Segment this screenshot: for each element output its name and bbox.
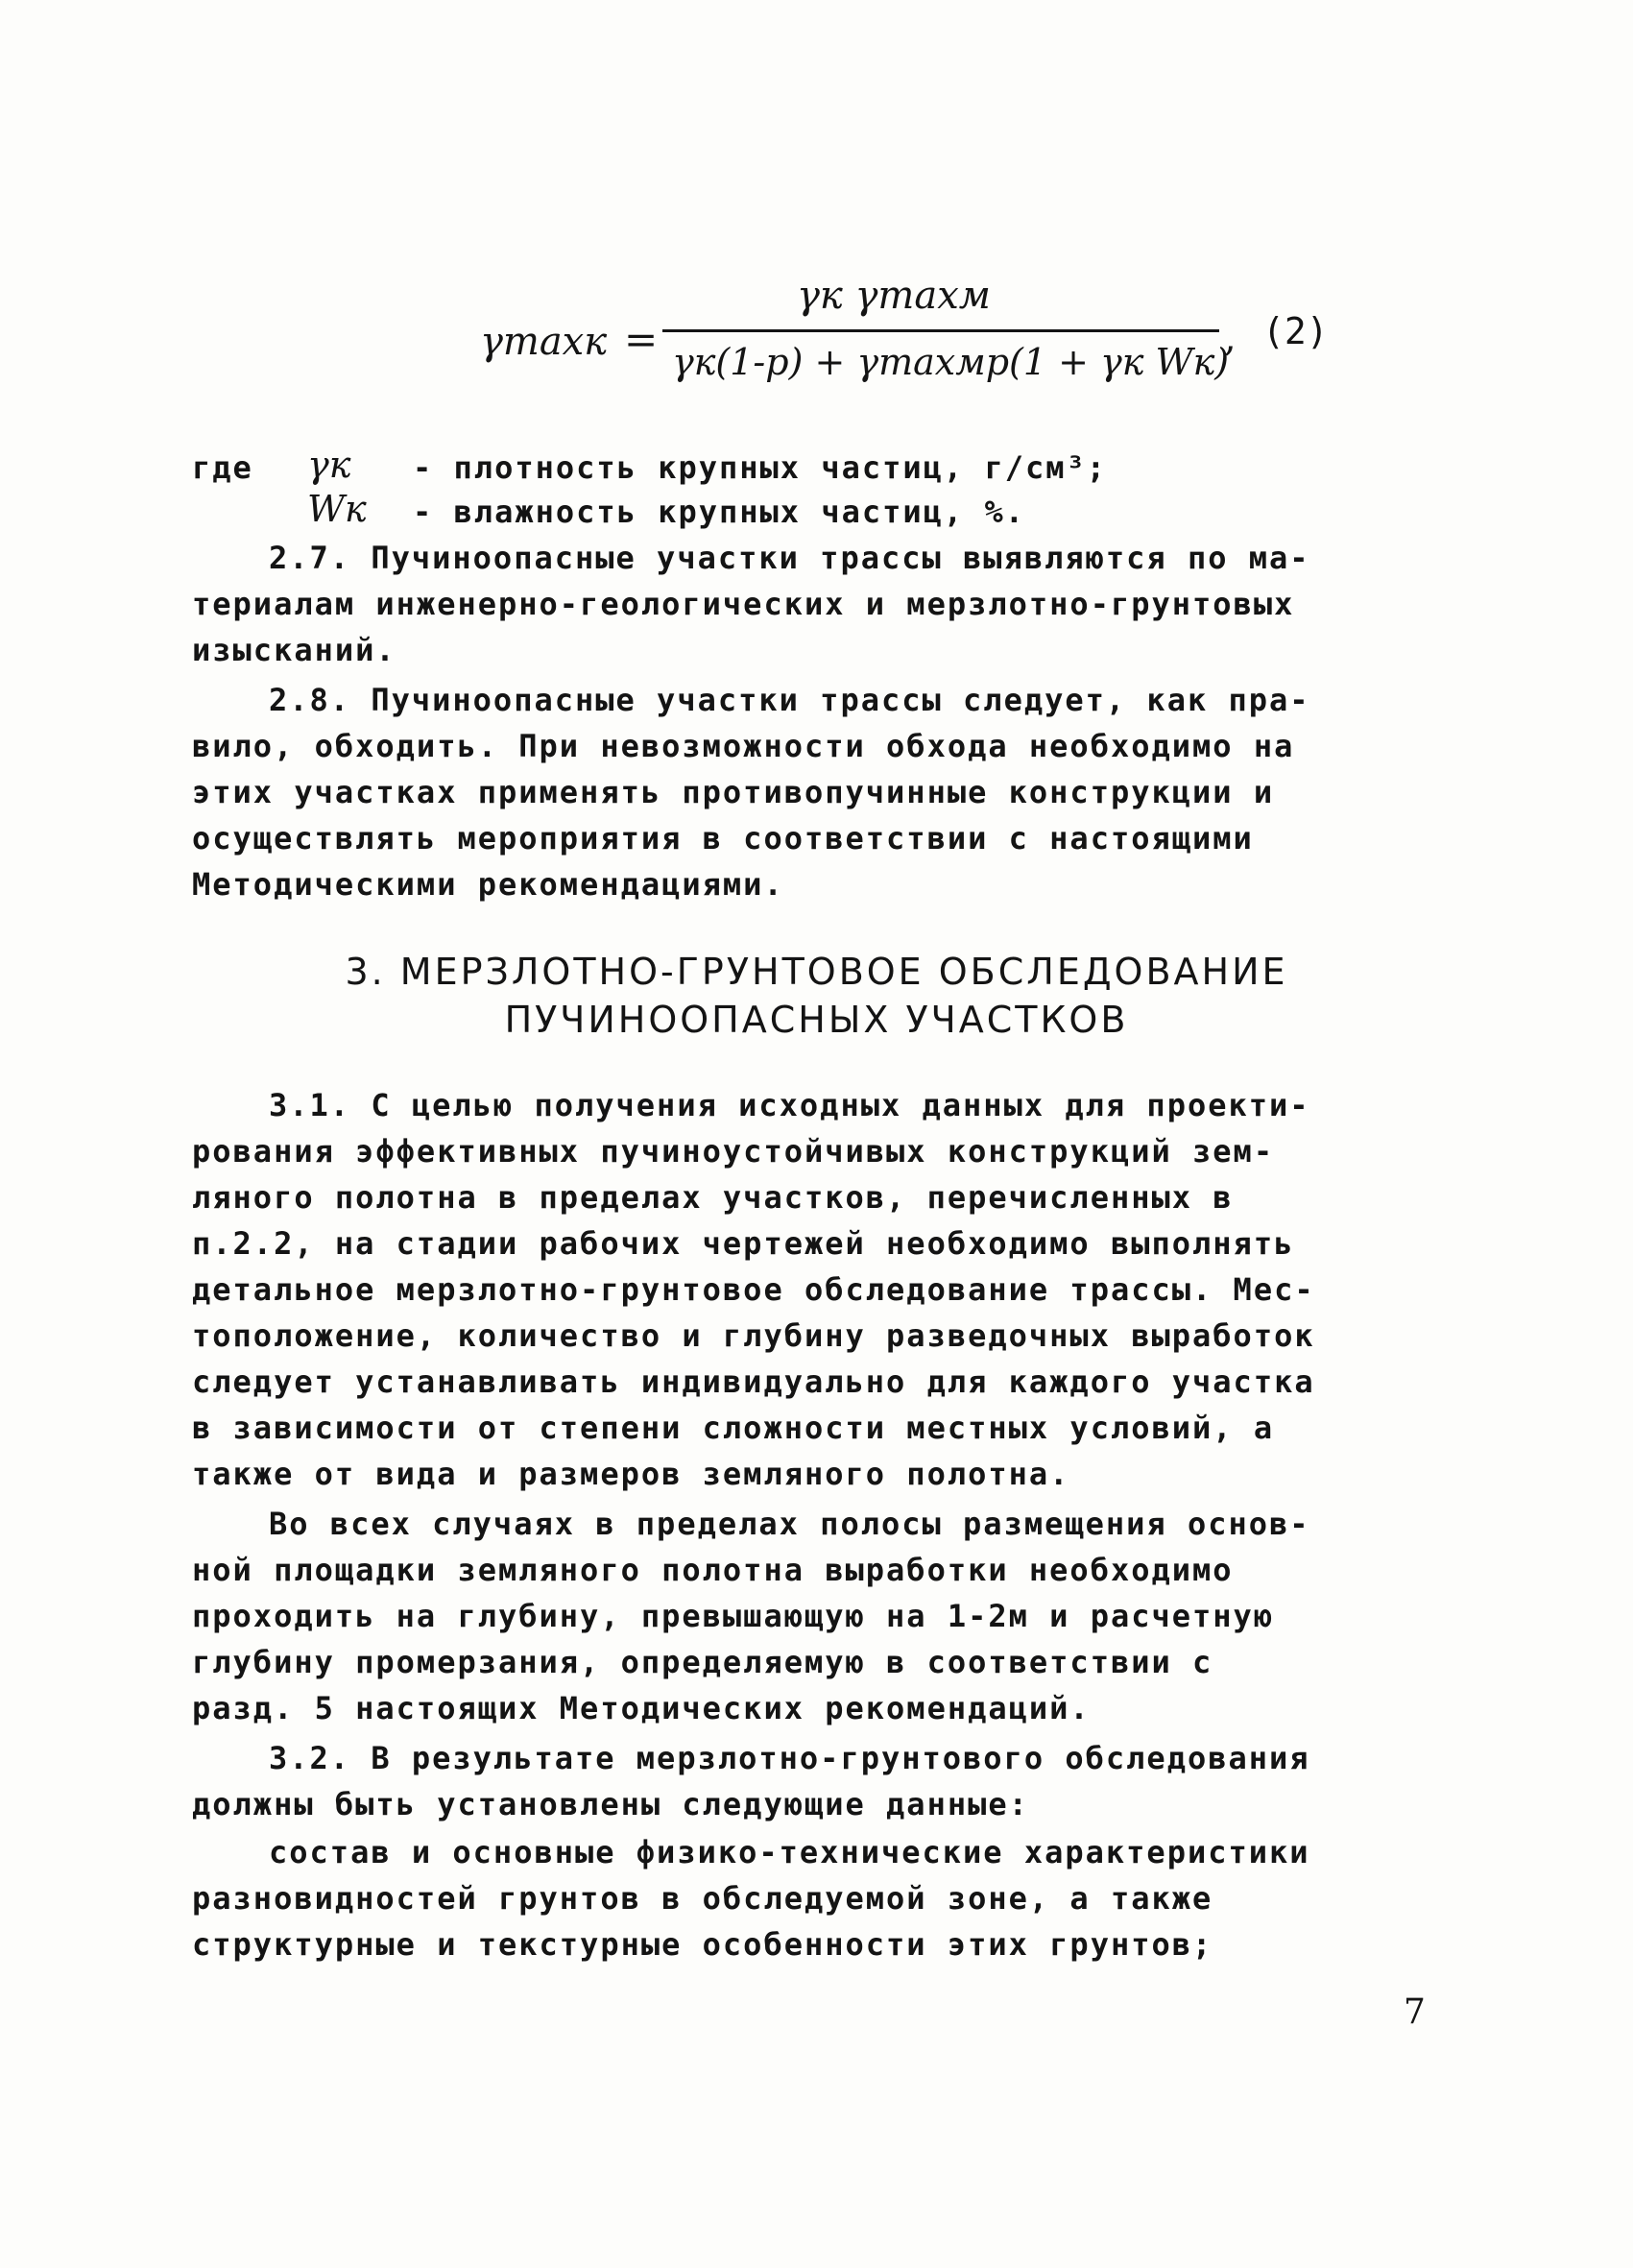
formula-lhs: γmaxк: [480, 320, 608, 364]
text-line: детальное мерзлотно-грунтовое обследование трассы. Мес-: [192, 1271, 1315, 1308]
definition-symbol: γк: [307, 444, 351, 486]
text-line: изысканий.: [192, 632, 396, 668]
formula-number: (2): [1262, 310, 1329, 352]
formula-comma: ,: [1224, 316, 1237, 360]
section-heading: ПУЧИНООПАСНЫХ УЧАСТКОВ: [504, 999, 1129, 1041]
text-line: должны быть установлены следующие данные:: [192, 1786, 1029, 1822]
section-heading: 3. МЕРЗЛОТНО-ГРУНТОВОЕ ОБСЛЕДОВАНИЕ: [345, 951, 1288, 993]
text-line: также от вида и размеров земляного полотна.: [192, 1456, 1070, 1492]
definition-text: - плотность крупных частиц, г/см³;: [413, 449, 1108, 486]
text-line: ной площадки земляного полотна выработки необходимо: [192, 1552, 1234, 1588]
text-line: 2.7. Пучиноопасные участки трассы выявляются по ма-: [269, 540, 1310, 576]
text-line: проходить на глубину, превышающую на 1-2м и расчетную: [192, 1598, 1275, 1634]
text-line: этих участках применять противопучинные конструкции и: [192, 774, 1275, 810]
formula-denominator: γк(1-p) + γmaxмp(1 + γк Wк): [672, 341, 1230, 383]
text-line: 3.1. С целью получения исходных данных для проекти-: [269, 1087, 1310, 1123]
text-line: вило, обходить. При невозможности обхода необходимо на: [192, 728, 1295, 764]
text-line: рования эффективных пучиноустойчивых конструкций зем-: [192, 1133, 1275, 1170]
text-line: структурные и текстурные особенности этих грунтов;: [192, 1926, 1213, 1963]
text-line: териалам инженерно-геологических и мерзлотно-грунтовых: [192, 586, 1295, 622]
text-line: состав и основные физико-технические характеристики: [269, 1834, 1310, 1870]
text-line: Методическими рекомендациями.: [192, 866, 784, 903]
text-line: глубину промерзания, определяемую в соответствии с: [192, 1644, 1213, 1680]
text-line: разд. 5 настоящих Методических рекомендаций.: [192, 1690, 1091, 1726]
text-line: следует устанавливать индивидуально для каждого участка: [192, 1363, 1315, 1400]
text-line: Во всех случаях в пределах полосы размещения основ-: [269, 1506, 1310, 1542]
formula-numerator: γк γmaxм: [797, 274, 991, 318]
definition-symbol: Wк: [307, 488, 367, 530]
fraction-bar: [662, 329, 1219, 332]
text-line: осуществлять мероприятия в соответствии с настоящими: [192, 820, 1254, 857]
text-line: ляного полотна в пределах участков, перечисленных в: [192, 1179, 1234, 1216]
formula-equals: =: [624, 316, 659, 363]
definition-text: - влажность крупных частиц, %.: [413, 494, 1025, 530]
formula-2: [480, 274, 1344, 408]
text-line: в зависимости от степени сложности местных условий, а: [192, 1410, 1275, 1446]
page-number: 7: [1404, 1992, 1426, 2032]
text-line: разновидностей грунтов в обследуемой зоне, а также: [192, 1880, 1213, 1917]
text-line: 2.8. Пучиноопасные участки трассы следует, как пра-: [269, 682, 1310, 718]
text-line: п.2.2, на стадии рабочих чертежей необходимо выполнять: [192, 1225, 1295, 1262]
text-line: тоположение, количество и глубину разведочных выработок: [192, 1317, 1315, 1354]
where-label: где: [192, 449, 253, 486]
text-line: 3.2. В результате мерзлотно-грунтового обследования: [269, 1740, 1310, 1776]
